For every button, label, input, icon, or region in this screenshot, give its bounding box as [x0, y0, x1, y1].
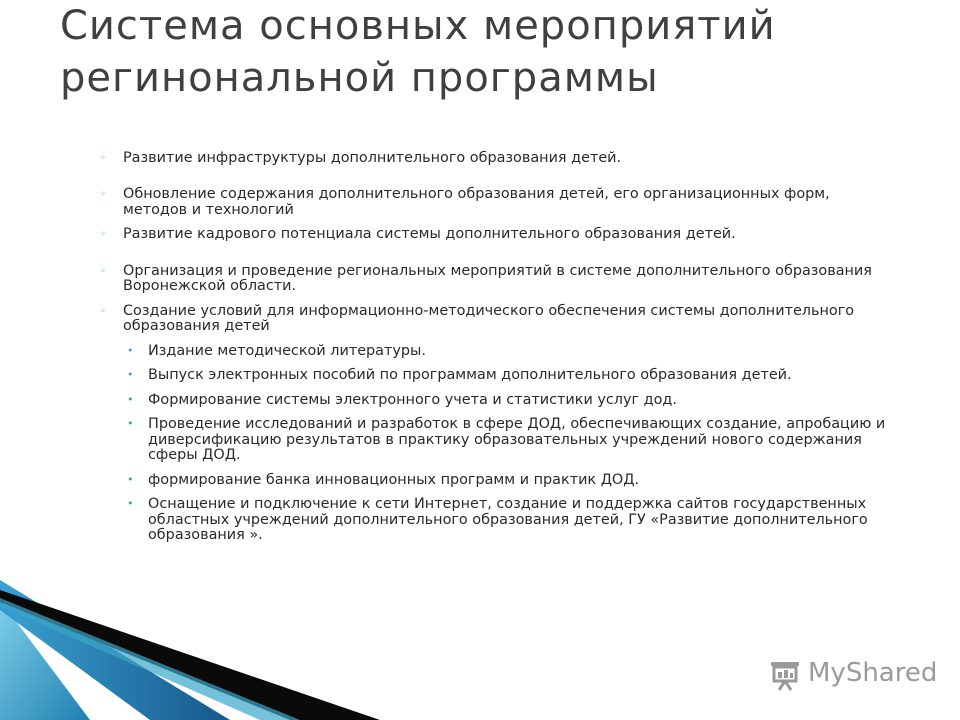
bullet-icon: •: [127, 472, 134, 486]
sub-item-text: Проведение исследований и разработок в сфере ДОД, обеспечивающих создание, апробацию и диверсификацию результатов в практику образовательных учреждений нового содержания сферы ДОД.: [148, 416, 886, 463]
watermark-text: MyShared: [808, 658, 938, 688]
bullet-icon: ◦: [100, 153, 106, 164]
list-item-text: Создание условий для информационно-методического обеспечения системы дополнительного образования детей: [123, 302, 855, 334]
sub-item-text: Оснащение и подключение к сети Интернет, создание и поддержка сайтов государственных областных учреждений дополнительного образования детей, ГУ «Развитие дополнительного образования ».: [148, 496, 868, 543]
sub-list-item: [95, 473, 895, 489]
slide-title: Система основных мероприятий регинональной программы: [60, 3, 776, 101]
sub-list-item: [95, 497, 895, 544]
list-item-text: Развитие инфраструктуры дополнительного образования детей.: [123, 150, 622, 166]
list-item: [95, 227, 895, 243]
bullet-icon: ◦: [100, 189, 106, 200]
list-item: [95, 187, 895, 218]
sub-list-item: [95, 344, 895, 360]
list-item-text: Развитие кадрового потенциала системы дополнительного образования детей.: [123, 226, 736, 242]
sub-list-item: [95, 417, 895, 464]
bullet-icon: •: [127, 417, 134, 430]
bullet-icon: •: [127, 392, 134, 406]
bullet-icon: ◦: [100, 305, 106, 317]
presentation-icon: [768, 658, 802, 692]
bullet-icon: •: [127, 497, 134, 510]
bullet-icon: ◦: [100, 265, 106, 277]
sub-item-text: Выпуск электронных пособий по программам дополнительного образования детей.: [148, 367, 792, 383]
list-item: [95, 151, 895, 166]
bullet-icon: •: [127, 368, 134, 381]
bullet-icon: ◦: [100, 229, 106, 240]
list-item: [95, 264, 895, 295]
sub-item-text: формирование банка инновационных программ и практик ДОД.: [148, 471, 640, 488]
sub-list-item: [95, 393, 895, 409]
slide-content: [95, 151, 895, 544]
sub-list-item: [95, 368, 895, 384]
sub-item-text: Издание методической литературы.: [148, 342, 426, 359]
list-item-text: Организация и проведение региональных мероприятий в системе дополнительного образования Воронежской области.: [123, 262, 872, 294]
list-item: [95, 304, 895, 335]
corner-decoration: [0, 580, 520, 720]
list-item-text: Обновление содержания дополнительного образования детей, его организационных форм, методов и технологий: [123, 186, 830, 218]
sub-item-text: Формирование системы электронного учета и статистики услуг дод.: [148, 391, 677, 408]
bullet-icon: •: [127, 343, 134, 357]
